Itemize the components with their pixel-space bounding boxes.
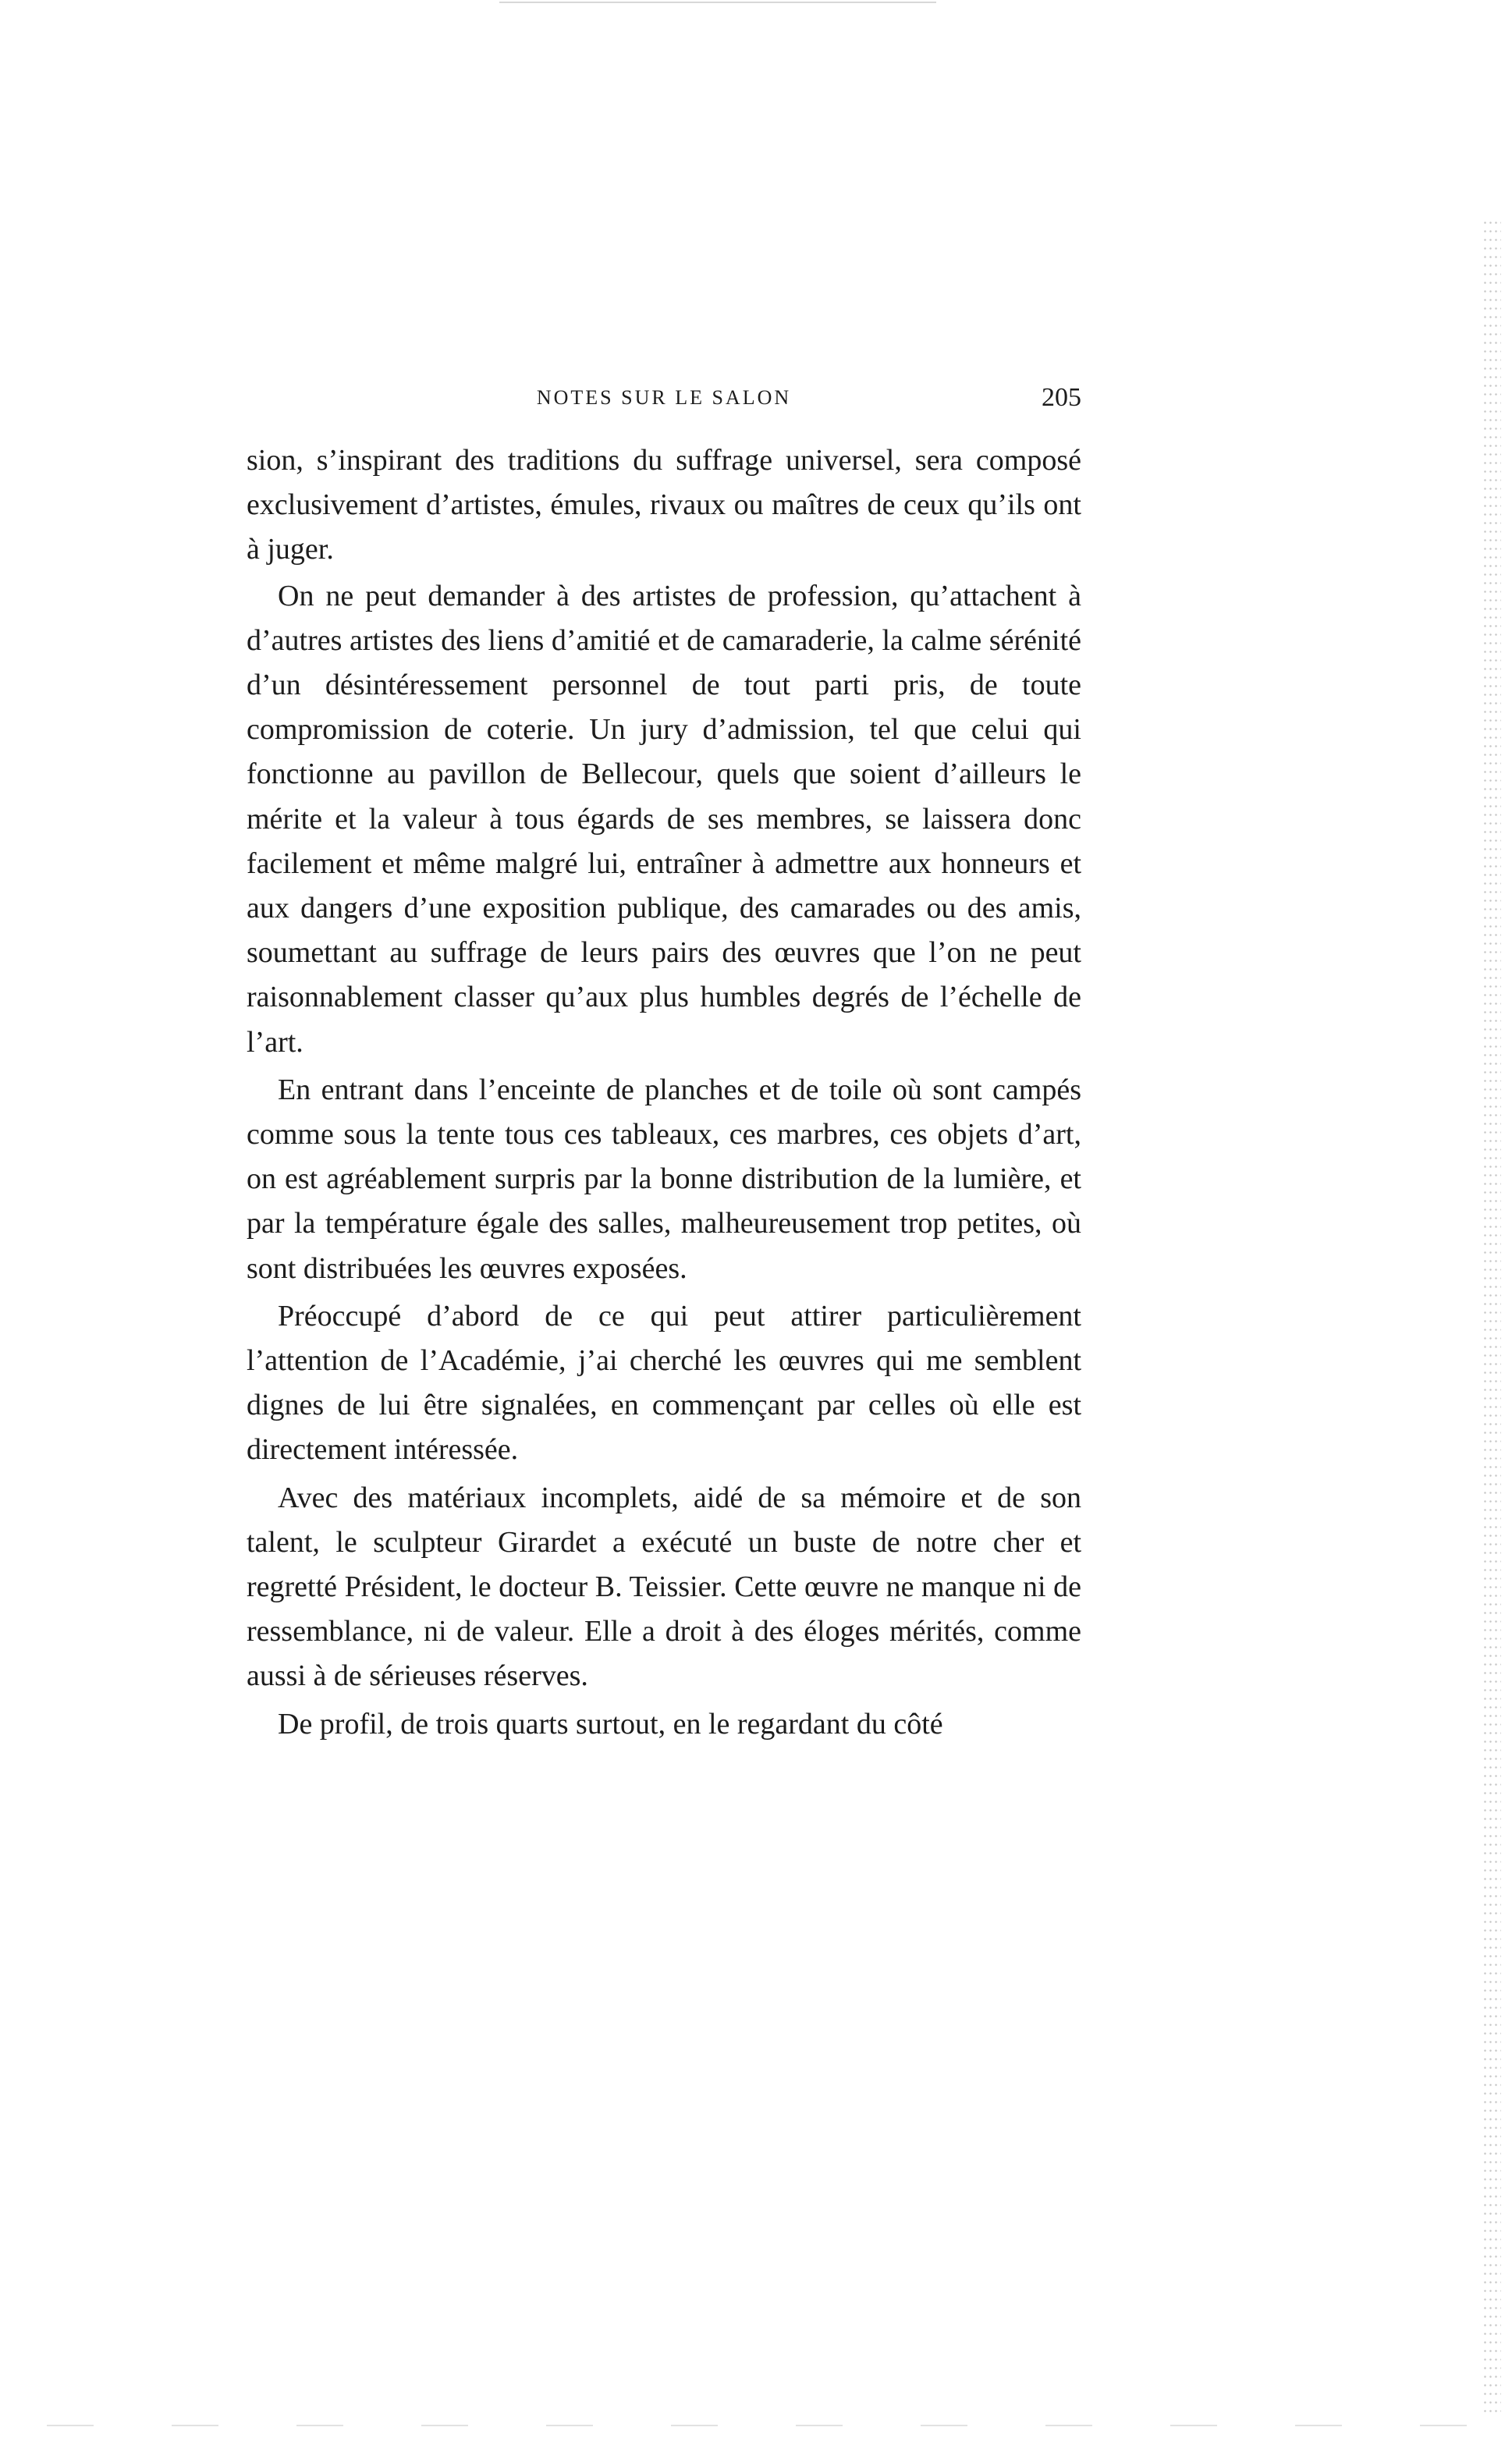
paragraph: On ne peut demander à des artistes de profession, qu’attachent à d’autres artistes des liens d’amitié et de camaraderie, la calme sérénité d’un désintéressement personnel de tout parti pris, de toute compromission de coterie. Un jury d’admission, tel que celui qui fonctionne au pavillon de Bellecour, quels que soient d’ailleurs le mérite et la valeur à tous égards de ses membres, se laissera donc facilement et même malgré lui, entraîner à admettre aux honneurs et aux dangers d’une exposition publique, des camarades ou des amis, soumettant au suffrage de leurs pairs des œuvres que l’on ne peut raisonnablement classer qu’aux plus humbles degrés de l’échelle de l’art. — [247, 579, 1081, 1059]
running-head — [247, 381, 1081, 415]
paragraph: Préoccupé d’abord de ce qui peut attirer particulièrement l’attention de l’Académie, j’ai cherché les œuvres qui me semblent dignes de lui être signalées, en commençant par celles où elle est directement intéressée. — [247, 1299, 1081, 1467]
running-title: NOTES SUR LE SALON — [536, 386, 792, 409]
paragraph: Avec des matériaux incomplets, aidé de sa mémoire et de son talent, le sculpteur Girardet a exécuté un buste de notre cher et regretté Président, le docteur B. Teissier. Cette œuvre ne manque ni de ressemblance, ni de valeur. Elle a droit à des éloges mérités, comme aussi à de sérieuses réserves. — [247, 1481, 1081, 1693]
scan-edge-bottom — [47, 2425, 1467, 2426]
paragraph: En entrant dans l’enceinte de planches et de toile où sont campés comme sous la tente tous ces tableaux, ces marbres, ces objets d’art, on est agréablement surpris par la bonne distribution de la lumière, et par la température égale des salles, malheureusement trop petites, où sont distribuées les œuvres exposées. — [247, 1073, 1081, 1285]
paragraph: De profil, de trois quarts surtout, en le regardant du côté — [278, 1707, 943, 1741]
page-number: 205 — [1042, 383, 1081, 412]
body-text — [247, 438, 1081, 1748]
scan-edge-top — [499, 2, 936, 3]
paragraph: sion, s’inspirant des traditions du suffrage universel, sera composé exclusivement d’artistes, émules, rivaux ou maîtres de ceux qu’ils ont à juger. — [247, 444, 1081, 566]
scan-gutter-noise — [1482, 218, 1501, 2418]
